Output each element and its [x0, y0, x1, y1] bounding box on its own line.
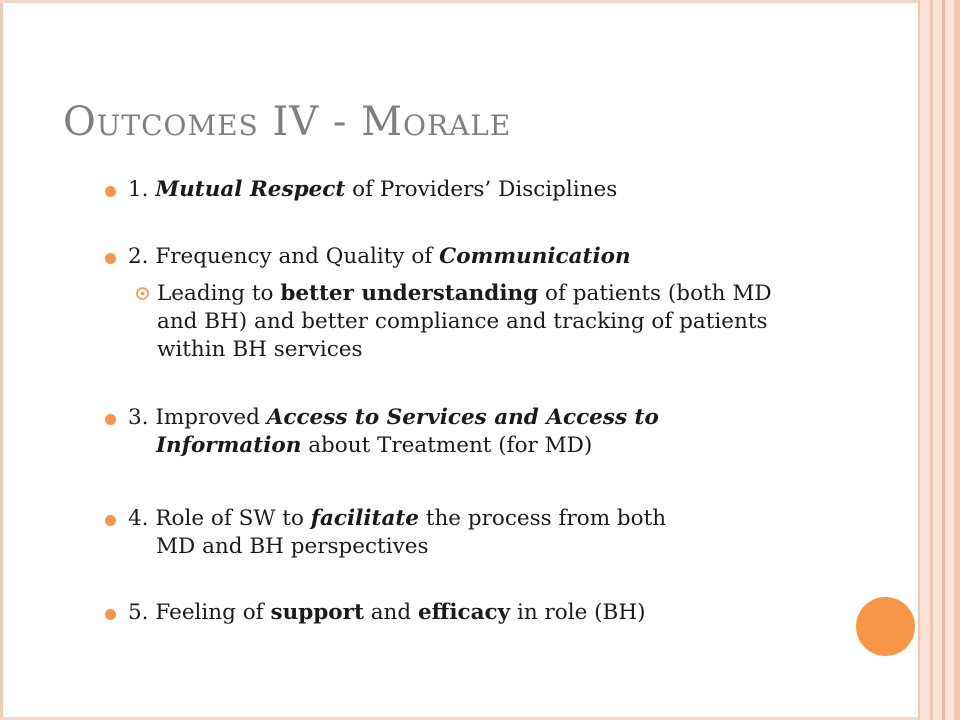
decorative-stripes [918, 0, 960, 720]
bullet-dot-icon [105, 515, 116, 526]
slide-title: Outcomes IV - Morale [63, 99, 512, 145]
bullet-dot-icon [105, 609, 116, 620]
sub-bullet-text: Leading to better understanding of patients (both MD and BH) and better compliance and tracking of patients within BH services [157, 281, 772, 362]
bullet-text: 1. Mutual Respect of Providers’ Disciplines [128, 177, 618, 202]
bullet-text: 5. Feeling of support and efficacy in role (BH) [128, 600, 646, 625]
bullet-text: 2. Frequency and Quality of Communication [128, 244, 631, 269]
bullet-dot-icon [105, 253, 116, 264]
bullet-dot-icon [105, 414, 116, 425]
sub-bullet-icon [136, 287, 149, 300]
bullet-text: 3. Improved Access to Services and Access to Information about Treatment (for MD) [128, 405, 659, 458]
bullet-dot-icon [105, 186, 116, 197]
bullet-text: 4. Role of SW to facilitate the process from both MD and BH perspectives [128, 506, 667, 559]
